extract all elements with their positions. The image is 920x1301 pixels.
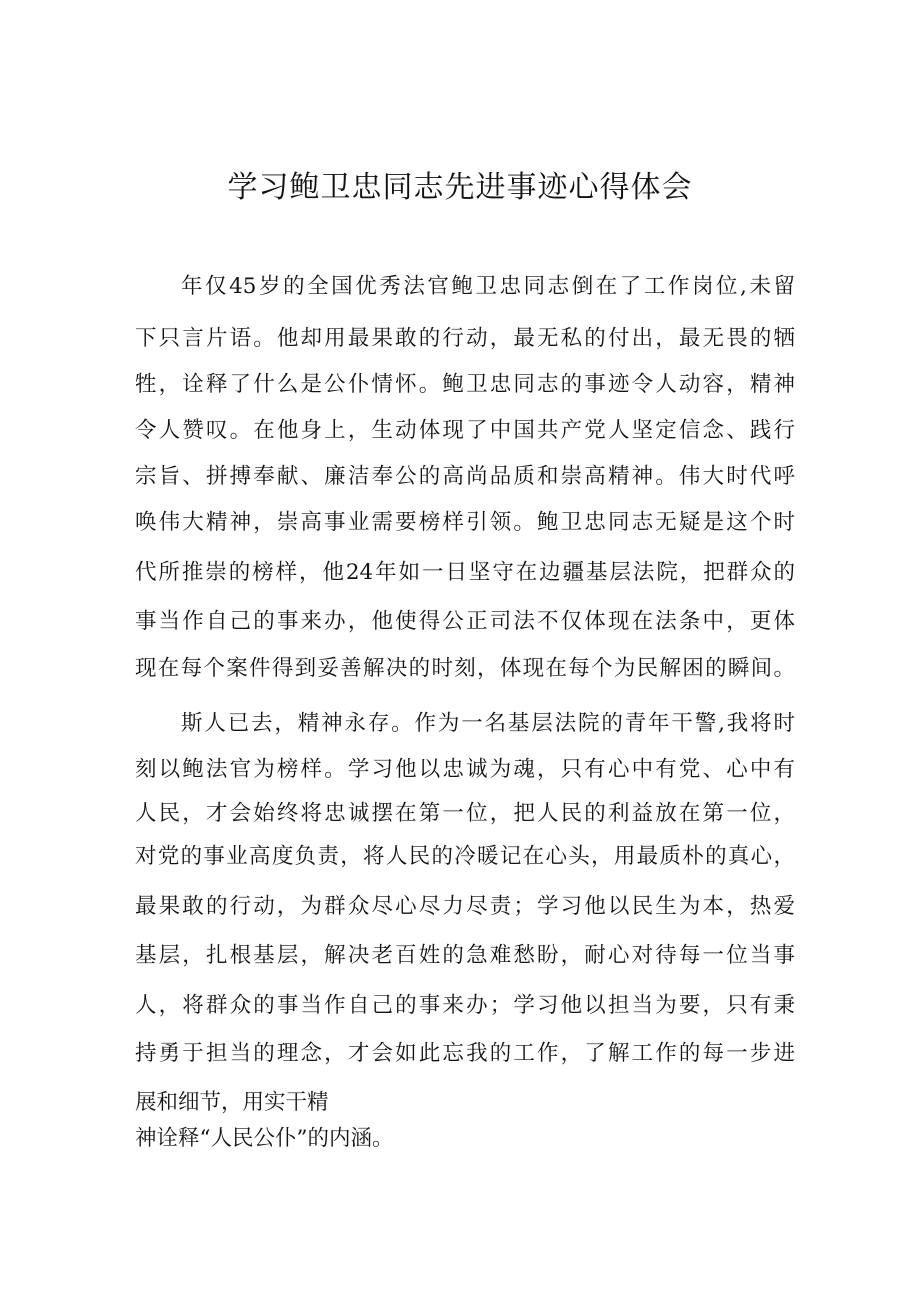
paragraph-1-line: 现在每个案件得到妥善解决的时刻，体现在每个为民解困的瞬间。 — [135, 656, 795, 681]
paragraph-1-line: 唤伟大精神，崇高事业需要榜样引领。鲍卫忠同志无疑是这个时 — [135, 510, 795, 535]
paragraph-2-line: 刻以鲍法官为榜样。学习他以忠诚为魂，只有心中有党、心中有 — [135, 757, 795, 782]
paragraph-2-line: 基层，扎根基层，解决老百姓的急难愁盼，耐心对待每一位当事 — [135, 943, 795, 968]
paragraph-2-line: 持勇于担当的理念，才会如此忘我的工作，了解工作的每一步进 — [135, 1041, 795, 1066]
paragraph-2-line: 对党的事业高度负责，将人民的冷暖记在心头，用最质朴的真心， — [135, 844, 795, 869]
paragraph-1-line: 下只言片语。他却用最果敢的行动，最无私的付出，最无畏的牺 — [135, 326, 795, 351]
paragraph-2-line: 最果敢的行动，为群众尽心尽力尽责；学习他以民生为本，热爱 — [135, 894, 795, 919]
document-title: 学习鲍卫忠同志先进事迹心得体会 — [227, 170, 693, 205]
paragraph-1-line: 宗旨、拼搏奉献、廉洁奉公的高尚品质和崇高精神。伟大时代呼 — [135, 464, 795, 489]
paragraph-2-line: 斯人已去，精神永存。作为一名基层法院的青年干警,我将时 — [181, 711, 795, 736]
paragraph-2-line: 展和细节，用实干精 — [135, 1090, 329, 1115]
paragraph-1-line: 事当作自己的事来办，他使得公正司法不仅体现在法条中，更体 — [135, 609, 795, 634]
paragraph-1-line: 年仅45岁的全国优秀法官鲍卫忠同志倒在了工作岗位,未留 — [181, 274, 795, 299]
paragraph-1-line: 代所推崇的榜样，他24年如一日坚守在边疆基层法院，把群众的 — [135, 560, 795, 585]
paragraph-2-line: 神诠释“人民公仆”的内涵。 — [135, 1126, 394, 1151]
paragraph-1-line: 牲，诠释了什么是公仆情怀。鲍卫忠同志的事迹令人动容，精神 — [135, 372, 795, 397]
paragraph-2-line: 人民，才会始终将忠诚摆在第一位，把人民的利益放在第一位， — [135, 801, 795, 826]
paragraph-1-line: 令人赞叹。在他身上，生动体现了中国共产党人坚定信念、践行 — [135, 418, 795, 443]
paragraph-2-line: 人，将群众的事当作自己的事来办；学习他以担当为要，只有秉 — [135, 993, 795, 1018]
